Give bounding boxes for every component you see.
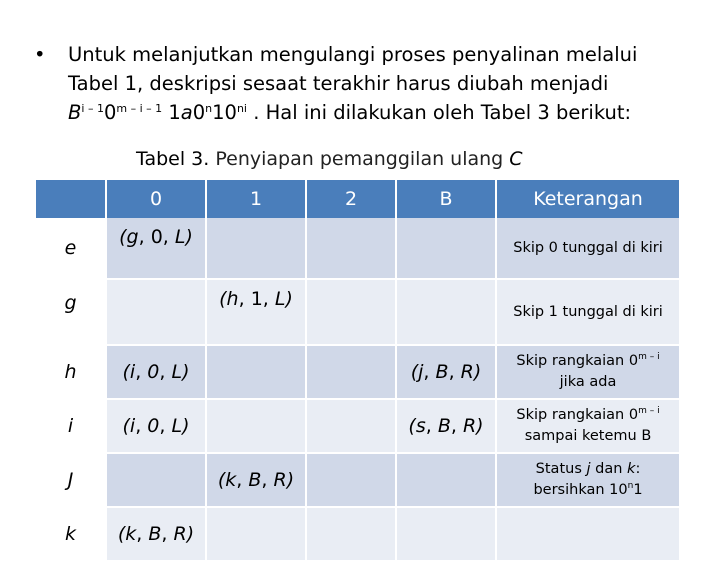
note-cell	[496, 507, 679, 561]
table-row	[36, 345, 679, 399]
cell-2	[306, 345, 396, 399]
header-b: B	[396, 180, 496, 218]
note-cell: Skip 0 tunggal di kiri	[496, 218, 679, 279]
intro-text	[68, 40, 714, 127]
cell-b: (s, B, R)	[396, 399, 496, 453]
cell-1	[206, 218, 306, 279]
intro-line-1: Untuk melanjutkan mengulangi proses penyalinan melalui	[68, 43, 638, 66]
header-state	[36, 180, 106, 218]
caption-text: Penyiapan pemanggilan ulang	[215, 148, 504, 170]
formula-ten: 10	[212, 101, 237, 124]
formula-b-sup: i – 1	[81, 102, 104, 115]
state-cell: i	[36, 399, 106, 453]
cell-2	[306, 453, 396, 507]
cell-1: (k, B, R)	[206, 453, 306, 507]
formula-zero-sup: m – i – 1	[116, 102, 163, 115]
cell-0	[106, 279, 206, 345]
table-caption	[136, 148, 523, 170]
intro-line-3-rest: . Hal ini dilakukan oleh Tabel 3 berikut:	[253, 101, 632, 124]
cell-2	[306, 507, 396, 561]
intro-line-2: Tabel 1, deskripsi sesaat terakhir harus diubah menjadi	[68, 72, 609, 95]
table-row	[36, 399, 679, 453]
formula-n-sup: n	[205, 102, 213, 115]
note-cell: Skip 1 tunggal di kiri	[496, 279, 679, 345]
cell-b: (j, B, R)	[396, 345, 496, 399]
cell-2	[306, 279, 396, 345]
cell-1: (h, 1, L)	[206, 279, 306, 345]
cell-1	[206, 345, 306, 399]
header-1: 1	[206, 180, 306, 218]
state-cell: e	[36, 218, 106, 279]
cell-b	[396, 507, 496, 561]
caption-var: C	[509, 148, 523, 170]
cell-0: (g, 0, L)	[106, 218, 206, 279]
cell-0: (i, 0, L)	[106, 345, 206, 399]
note-cell: Status j dan k: bersihkan 10$^n$1	[496, 453, 679, 507]
formula-ni-sup: ni	[236, 102, 247, 115]
table-row	[36, 507, 679, 561]
state-cell: k	[36, 507, 106, 561]
transition-table	[36, 180, 679, 562]
table-row	[36, 279, 679, 345]
note-cell: Skip rangkaian 0$^{m - i}$ sampai ketemu B	[496, 399, 679, 453]
note-cell: Skip rangkaian 0$^{m - i}$ jika ada	[496, 345, 679, 399]
table-header-row	[36, 180, 679, 218]
cell-1	[206, 507, 306, 561]
formula-b: B	[68, 101, 82, 124]
cell-2	[306, 399, 396, 453]
formula-mid: 1a0	[168, 101, 206, 124]
header-2: 2	[306, 180, 396, 218]
intro-paragraph	[34, 40, 714, 127]
table-row	[36, 453, 679, 507]
cell-b	[396, 218, 496, 279]
state-cell: h	[36, 345, 106, 399]
state-cell: J	[36, 453, 106, 507]
cell-b	[396, 279, 496, 345]
header-keterangan: Keterangan	[496, 180, 679, 218]
cell-2	[306, 218, 396, 279]
cell-0	[106, 453, 206, 507]
header-0: 0	[106, 180, 206, 218]
cell-b	[396, 453, 496, 507]
caption-number: Tabel 3.	[136, 148, 210, 170]
state-cell: g	[36, 279, 106, 345]
bullet-icon: •	[34, 43, 46, 66]
intro-line-3	[68, 98, 714, 127]
cell-1	[206, 399, 306, 453]
cell-0: (k, B, R)	[106, 507, 206, 561]
cell-0: (i, 0, L)	[106, 399, 206, 453]
table-row	[36, 218, 679, 279]
formula-zero: 0	[103, 101, 117, 124]
